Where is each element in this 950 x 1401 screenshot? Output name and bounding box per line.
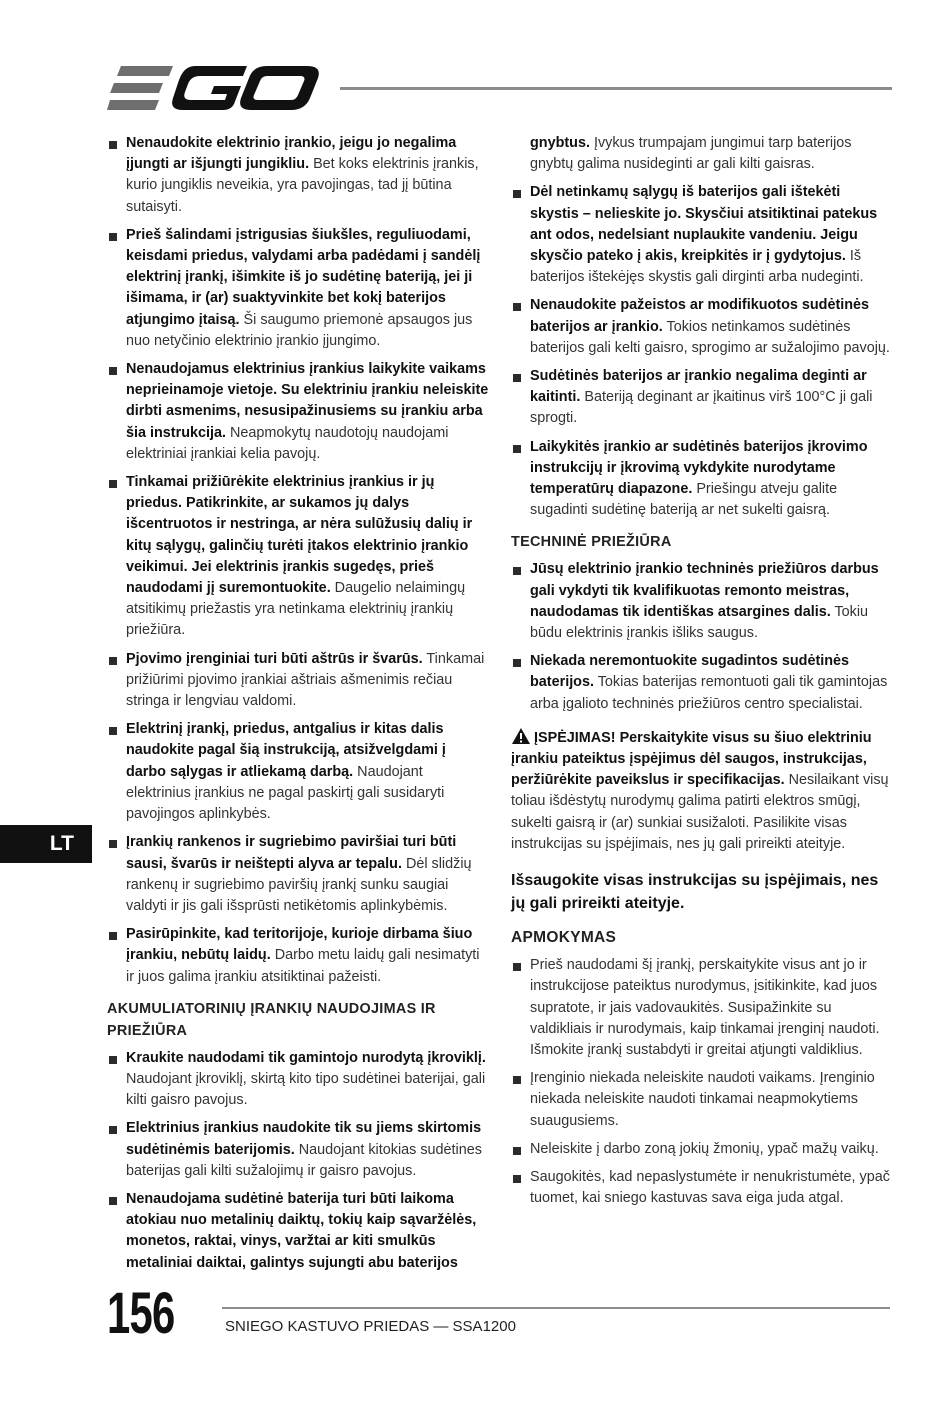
list-item: Prieš naudodami šį įrankį, perskaitykite visus ant jo ir instrukcijose pateiktus nurodymus, įsitikinkite, kad juos supratote, ir jais vadovaukitės. Susipažinkite su valdikliais ir nurodymais, kaip tinkamai įrenginį naudoti. Išmokite įrankį sustabdyti ir greitai atjungti valdiklius.: [511, 955, 893, 1061]
list-item: Jūsų elektrinio įrankio techninės priežiūros darbus gali vykdyti tik kvalifikuotas remonto meistras, naudodamas tik identiškas atsargines dalis. Tokiu būdu elektrinis įrankis išliks saugus.: [511, 559, 893, 644]
footer-rule: [222, 1307, 890, 1309]
training-section-heading: APMOKYMAS: [511, 929, 617, 947]
header-rule: [340, 87, 892, 90]
list-item: Neleiskite į darbo zoną jokių žmonių, ypač mažų vaikų.: [511, 1139, 893, 1160]
list-item: Elektrinį įrankį, priedus, antgalius ir kitas dalis naudokite pagal šią instrukciją, atsižvelgdami į darbo sąlygas ir atliekamą darbą. Naudojant elektrinius įrankius ne pagal paskirtį gali susidaryti pavojingos aplinkybės.: [107, 719, 489, 825]
safety-list: [107, 133, 489, 988]
warning-label: ĮSPĖJIMAS!: [534, 729, 616, 746]
battery-list: [107, 1048, 489, 1274]
list-item: Pjovimo įrenginiai turi būti aštrūs ir švarūs. Tinkamai prižiūrimi pjovimo įrankiai aštriais ašmenimis rečiau stringa ir lengviau valdomi.: [107, 649, 489, 713]
list-item: Saugokitės, kad nepaslystumėte ir nenukristumėte, ypač tuomet, kai sniego kastuvas sava eiga juda atgal.: [511, 1167, 893, 1209]
footer-title: SNIEGO KASTUVO PRIEDAS — SSA1200: [225, 1318, 516, 1335]
training-list: [511, 955, 893, 1209]
page-number: 156: [107, 1281, 175, 1346]
list-item: Sudėtinės baterijos ar įrankio negalima deginti ar kaitinti. Bateriją deginant ar įkaitinus virš 100°C ji gali sprogti.: [511, 366, 893, 430]
list-item: Elektrinius įrankius naudokite tik su jiems skirtomis sudėtinėmis baterijomis. Naudojant kitokias sudėtines baterijas gali kilti sužalojimų ir gaisro pavojus.: [107, 1118, 489, 1182]
list-item: Tinkamai prižiūrėkite elektrinius įrankius ir jų priedus. Patikrinkite, ar sukamos jų dalys išcentruotos ir nestringa, ar nėra sulūžusių dalių ir kitų sąlygų, galinčių turėti įtakos elektrinio įrankio veikimui. Jei elektrinis įrankis sugedęs, prieš naudodami jį suremontuokite. Daugelio nelaimingų atsitikimų priežastis yra netinkama elektrinių įrankių priežiūra.: [107, 472, 489, 642]
battery-section-heading: AKUMULIATORINIŲ ĮRANKIŲ NAUDOJIMAS IR PRIEŽIŪRA: [107, 1000, 436, 1039]
list-item: Kraukite naudodami tik gamintojo nurodytą įkroviklį. Naudojant įkroviklį, skirtą kito tipo sudėtinei baterijai, gali kilti gaisro pavojus.: [107, 1048, 489, 1112]
list-item: Įrankių rankenos ir sugriebimo paviršiai turi būti sausi, švarūs ir neištepti alyva ar tepalu. Dėl slidžių rankenų ir sugriebimo paviršių įrankį sunku saugiai valdyti ir jis gali išsprūsti netikėtomis aplinkybėmis.: [107, 832, 489, 917]
list-item: Prieš šalindami įstrigusias šiukšles, reguliuodami, keisdami priedus, valydami arba padėdami į sandėlį elektrinį įrankį, išimkite iš jo sudėtinę bateriją, jei ji išimama, ir (ar) suaktyvinkite bet kokį baterijos atjungimo įtaisą. Ši saugumo priemonė apsaugos jus nuo netyčinio elektrinio įrankio įjungimo.: [107, 225, 489, 352]
ego-logo: [107, 64, 322, 112]
warning-block: ĮSPĖJIMAS! Perskaitykite visus su šiuo elektriniu įrankiu pateiktus įspėjimus dėl saugos, instrukcijas, peržiūrėkite paveikslus ir specifikacijas. Nesilaikant visų toliau išdėstytų nurodymų galima patirti elektros smūgį, sukelti gaisrą ir (ar) sunkiai susižaloti. Pasilikite visas instrukcijas su įspėjimais, nes jų gali prireikti ateityje.: [511, 727, 893, 855]
list-item: Nenaudojamus elektrinius įrankius laikykite vaikams neprieinamoje vietoje. Su elektriniu įrankiu neleiskite dirbti asmenims, nesusipažinusiems su įrankiu arba šia instrukcija. Neapmokytų naudotojų naudojami elektriniai įrankiai kelia pavojų.: [107, 359, 489, 465]
list-item: Nenaudokite elektrinio įrankio, jeigu jo negalima įjungti ar išjungti jungikliu. Bet koks elektrinis įrankis, kurio jungiklis neveikia, yra pavojingas, tad jį būtina sutaisyti.: [107, 133, 489, 218]
right-column: [511, 133, 893, 1216]
list-item: Nenaudokite pažeistos ar modifikuotos sudėtinės baterijos ar įrankio. Tokios netinkamos sudėtinės baterijos gali kelti gaisro, sprogimo ar sužalojimo pavojų.: [511, 295, 893, 359]
list-item: Dėl netinkamų sąlygų iš baterijos gali ištekėti skystis – nelieskite jo. Skysčiui atsitiktinai patekus ant odos, nedelsiant nuplaukite vandeniu. Jeigu skysčio pateko į akis, kreipkitės ir į gydytojus. Iš baterijos ištekėjęs skystis gali dirginti arba nudeginti.: [511, 182, 893, 288]
service-section-heading: TECHNINĖ PRIEŽIŪRA: [511, 534, 672, 551]
language-tab: LT: [0, 825, 92, 863]
list-item: Įrenginio niekada neleiskite naudoti vaikams. Įrenginio niekada neleiskite naudoti tinkamai neapmokytiems suaugusiems.: [511, 1068, 893, 1132]
left-column: [107, 133, 489, 1281]
list-item: Pasirūpinkite, kad teritorijoje, kurioje dirbama šiuo įrankiu, nebūtų laidų. Darbo metu laidų gali nesimatyti ir juos galima įrankiu atsitiktinai pažeisti.: [107, 924, 489, 988]
warning-triangle-icon: [511, 727, 531, 745]
service-list: [511, 559, 893, 714]
list-item: Laikykitės įrankio ar sudėtinės baterijos įkrovimo instrukcijų ir įkrovimą vykdykite nurodytame temperatūrų diapazone. Priešingu atveju galite sugadinti sudėtinę bateriją ar net sukelti gaisrą.: [511, 437, 893, 522]
list-item: Nenaudojama sudėtinė baterija turi būti laikoma atokiau nuo metalinių daiktų, tokių kaip sąvaržėlės, monetos, raktai, vinys, varžtai ar kiti smulkūs metaliniai daiktai, galintys sujungti abu baterijos: [107, 1189, 489, 1274]
list-item-continuation: gnybtus. Įvykus trumpajam jungimui tarp baterijos gnybtų galima nusideginti ar gali kilti gaisras.: [530, 135, 852, 173]
list-item: Niekada neremontuokite sugadintos sudėtinės baterijos. Tokias baterijas remontuoti gali tik gamintojas arba įgalioto techninės priežiūros centro specialistai.: [511, 651, 893, 715]
save-instructions-note: Išsaugokite visas instrukcijas su įspėjimais, nes jų gali prireikti ateityje.: [511, 872, 879, 913]
battery-list-continued: [511, 133, 893, 521]
